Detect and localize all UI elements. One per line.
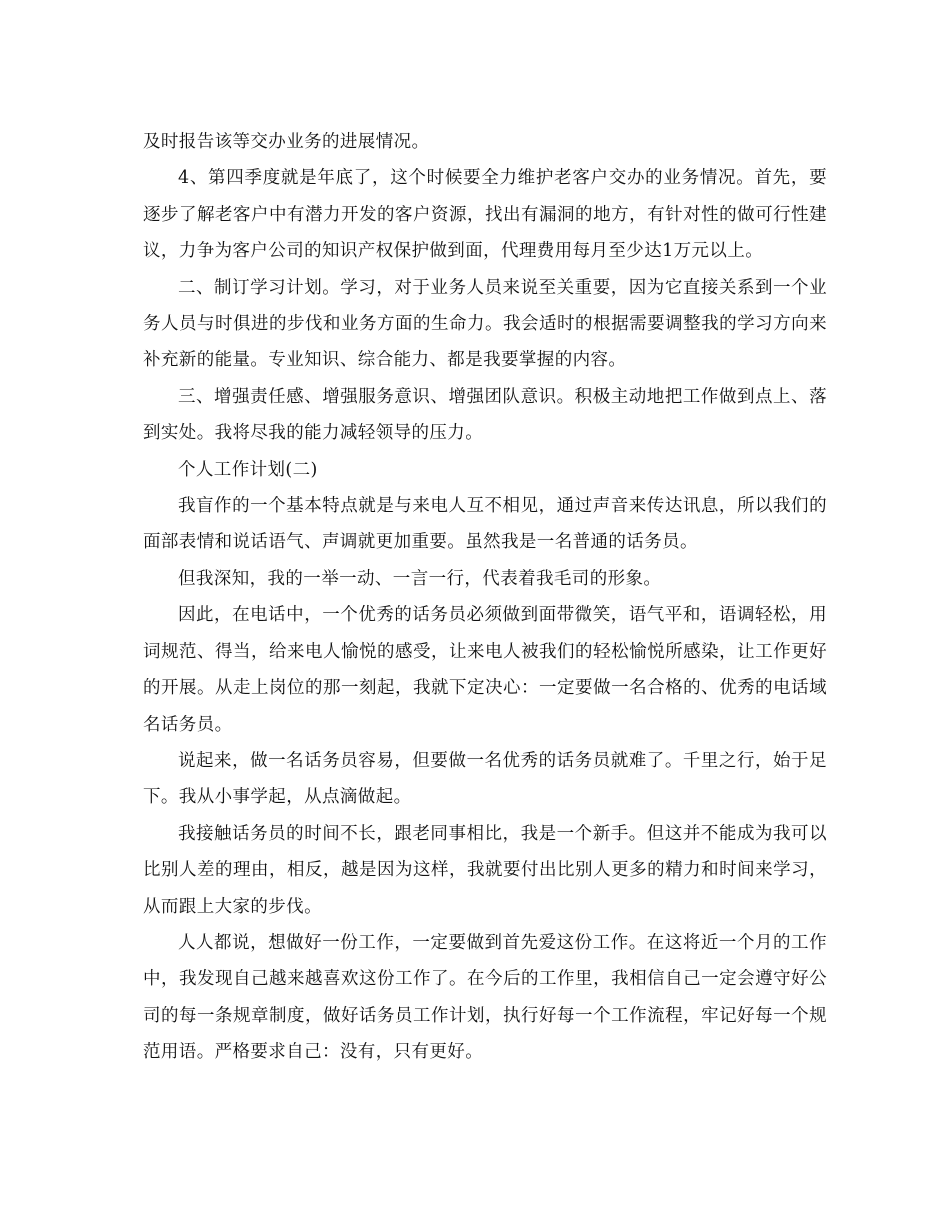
paragraph-6: 我盲作的一个基本特点就是与来电人互不相见，通过声音来传达讯息，所以我们的面部表情和说话语气、声调就更加重要。虽然我是一名普通的话务员。 — [143, 496, 827, 553]
paragraph-10: 我接触话务员的时间不长，跟老同事相比，我是一个新手。但这并不能成为我可以比别人差的理由，相反，越是因为这样，我就要付出比别人更多的精力和时间来学习，从而跟上大家的步伐。 — [143, 823, 827, 917]
section-heading: 个人工作计划(二) — [178, 459, 318, 480]
paragraph-9: 说起来，做一名话务员容易，但要做一名优秀的话务员就难了。千里之行，始于足下。我从小事学起，从点滴做起。 — [143, 750, 827, 808]
paragraph-8: 因此，在电话中，一个优秀的话务员必须做到面带微笑，语气平和，语调轻松，用词规范、得当，给来电人愉悦的感受，让来电人被我们的轻松愉悦所感染，让工作更好的开展。从走上岗位的那一刻起，我就下定决心：一定要做一名合格的、优秀的电话域名话务员。 — [143, 605, 827, 735]
paragraph-7: 但我深知，我的一举一动、一言一行，代表着我毛司的形象。 — [178, 568, 662, 589]
document-body — [143, 124, 827, 1071]
paragraph-2: 4、第四季度就是年底了，这个时候要全力维护老客户交办的业务情况。首先，要逐步了解老客户中有潜力开发的客户资源，找出有漏洞的地方，有针对性的做可行性建议，力争为客户公司的知识产权保护做到面，代理费用每月至少达1万元以上。 — [143, 168, 827, 262]
paragraph-11: 人人都说，想做好一份工作，一定要做到首先爱这份工作。在这将近一个月的工作中，我发现自己越来越喜欢这份工作了。在今后的工作里，我相信自己一定会遵守好公司的每一条规章制度，做好话务员工作计划，执行好每一个工作流程，牢记好每一个规范用语。严格要求自己：没有，只有更好。 — [143, 932, 827, 1063]
paragraph-3: 二、制订学习计划。学习，对于业务人员来说至关重要，因为它直接关系到一个业务人员与时俱进的步伐和业务方面的生命力。我会适时的根据需要调整我的学习方向来补充新的能量。专业知识、综合能力、都是我要掌握的内容。 — [143, 277, 827, 371]
paragraph-4: 三、增强责任感、增强服务意识、增强团队意识。积极主动地把工作做到点上、落到实处。我将尽我的能力减轻领导的压力。 — [143, 386, 827, 444]
paragraph-1: 及时报告该等交办业务的进展情况。 — [143, 132, 430, 152]
